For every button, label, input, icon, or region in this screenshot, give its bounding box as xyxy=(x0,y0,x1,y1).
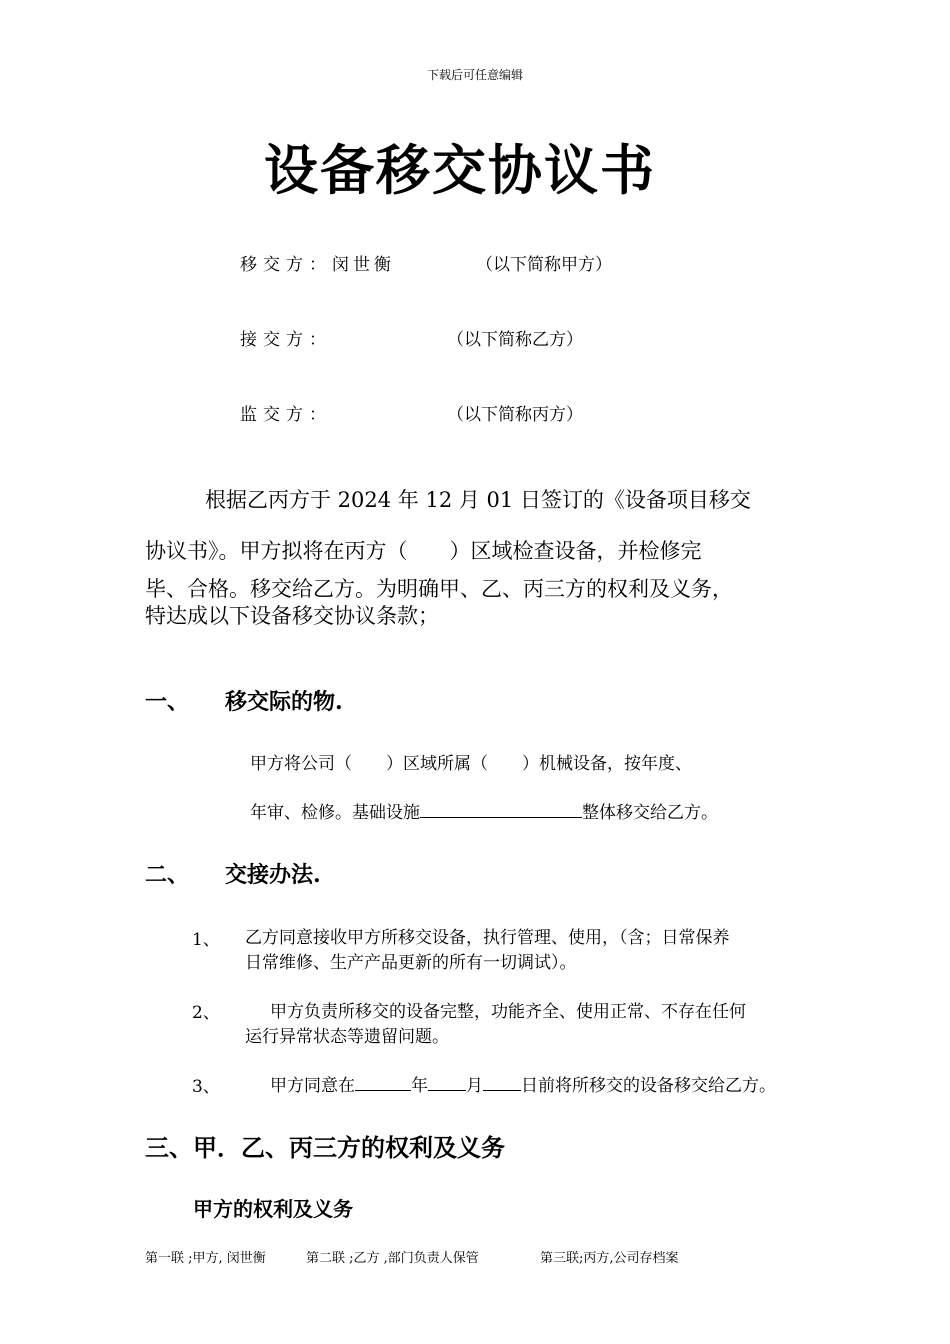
item-number: 1、 xyxy=(192,930,220,950)
section-number: 一、 xyxy=(145,689,190,715)
section-heading xyxy=(145,858,321,889)
section-heading: 三、甲．乙、丙三方的权利及义务 xyxy=(145,1133,505,1162)
party-alias: （以下简称丙方） xyxy=(447,405,583,425)
party-label: 监交方： xyxy=(240,405,332,425)
header-note: 下载后可任意编辑 xyxy=(426,68,523,82)
item-text: 日常维修、生产产品更新的所有一切调试）。 xyxy=(245,953,577,973)
footer-copy: 第二联 ;乙方 ,部门负责人保管 xyxy=(306,1251,479,1266)
item-text: 甲方负责所移交的设备完整，功能齐全、使用正常、不存在任何 xyxy=(270,1002,746,1022)
blank-underline xyxy=(420,802,582,818)
section-title: 交接办法. xyxy=(225,862,321,888)
item-text: 甲方同意在 年 月 日前将所移交的设备移交给乙方。 xyxy=(270,1076,776,1096)
section-number: 二、 xyxy=(145,862,190,888)
intro-line: 毕、合格。移交给乙方。为明确甲、乙、丙三方的权利及义务， xyxy=(145,577,733,601)
item-text: 运行异常状态等遗留问题。 xyxy=(245,1027,449,1047)
section-heading xyxy=(145,685,343,716)
party-name: 闵世衡 xyxy=(332,255,395,275)
party-alias: （以下简称乙方） xyxy=(447,330,583,350)
section-text: 甲方将公司（ ）区域所属（ ）机械设备，按年度、 xyxy=(250,754,692,774)
party-receiver xyxy=(240,325,332,350)
blank-underline xyxy=(428,1075,466,1091)
intro-line: 特达成以下设备移交协议条款； xyxy=(145,604,439,628)
intro-line: 根据乙丙方于 2024 年 12 月 01 日签订的《设备项目移交 xyxy=(205,488,751,512)
party-alias: （以下简称甲方） xyxy=(476,255,612,275)
document-title: 设备移交协议书 xyxy=(264,138,656,202)
footer-copy: 第三联;丙方,公司存档案 xyxy=(540,1251,679,1266)
intro-line: 协议书》。甲方拟将在丙方（ ）区域检查设备，并检修完 xyxy=(145,539,702,563)
party-label: 接交方： xyxy=(240,330,332,350)
item-text: 乙方同意接收甲方所移交设备，执行管理、使用，（含；日常保养 xyxy=(245,928,730,948)
section-text: 年审、检修。基础设施 整体移交给乙方。 xyxy=(250,803,718,823)
blank-underline xyxy=(355,1075,411,1091)
footer-copy: 第一联 ;甲方, 闵世衡 xyxy=(145,1251,266,1266)
party-supervisor xyxy=(240,400,332,425)
subsection-heading: 甲方的权利及义务 xyxy=(193,1197,353,1221)
party-transferor xyxy=(240,250,395,275)
blank-underline xyxy=(483,1075,521,1091)
item-number: 2、 xyxy=(192,1003,220,1023)
party-label: 移交方： xyxy=(240,255,332,275)
item-number: 3、 xyxy=(192,1077,220,1097)
section-title: 移交际的物. xyxy=(225,689,343,715)
